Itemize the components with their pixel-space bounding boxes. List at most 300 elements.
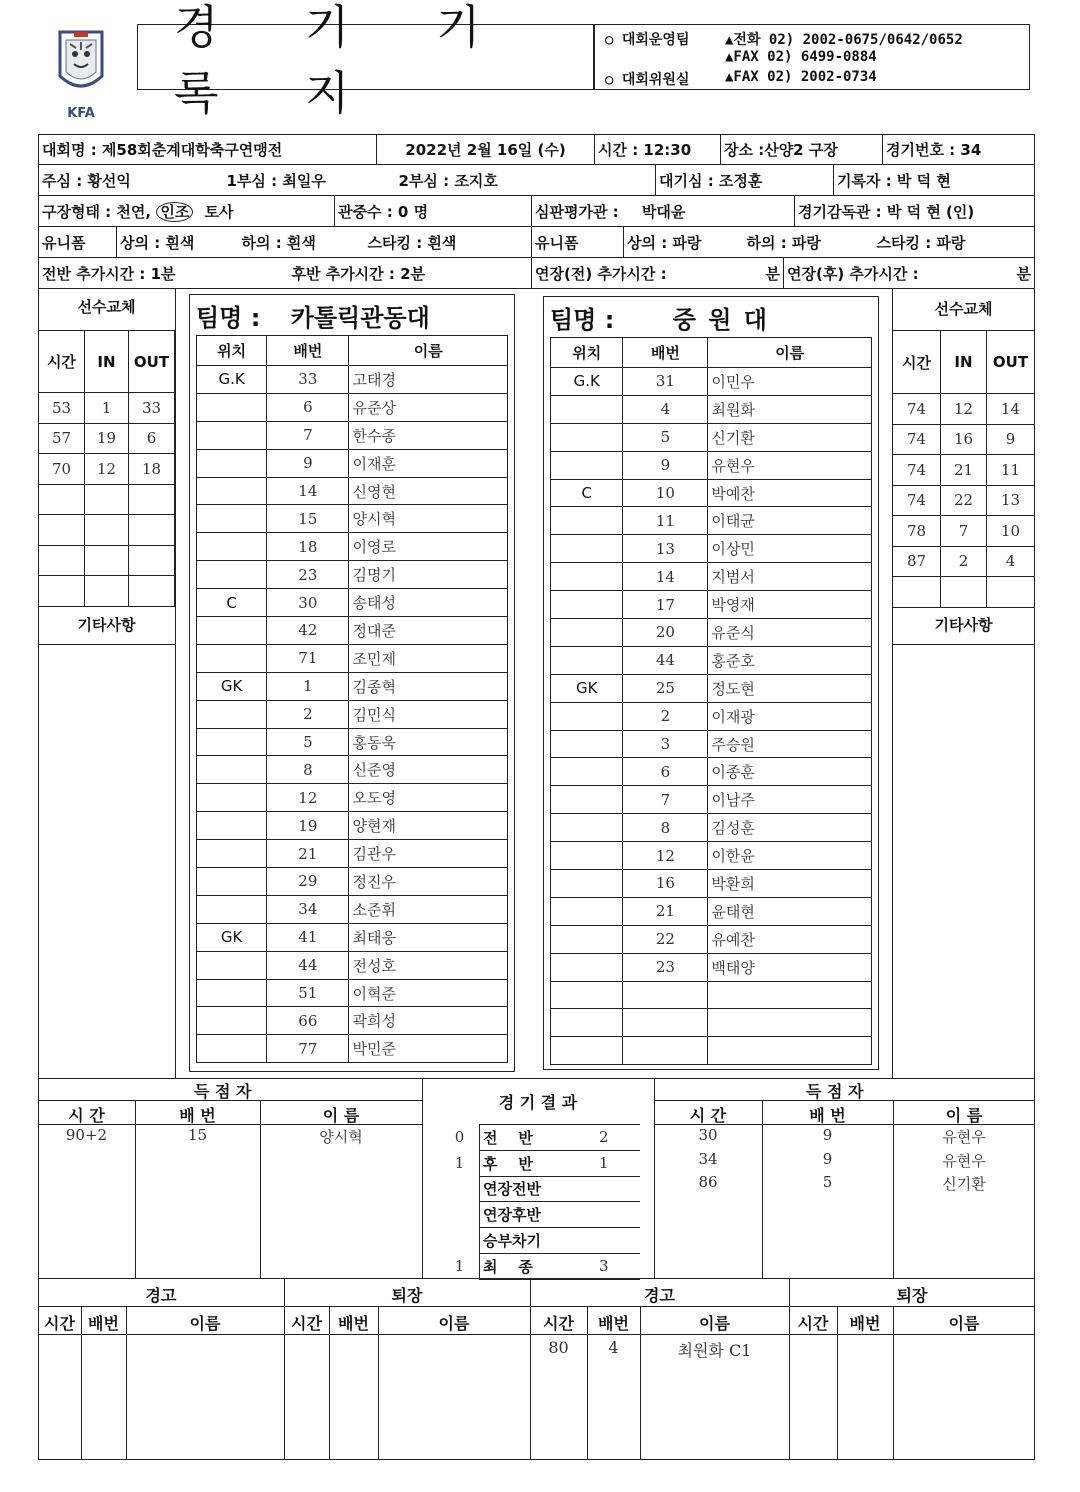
home-player-number: 44 xyxy=(267,951,349,979)
result-row xyxy=(440,1228,640,1254)
result-away-score xyxy=(567,1176,640,1202)
away-sub-in: 7 xyxy=(941,516,987,547)
home-player-row xyxy=(197,923,508,951)
away-sub-in: 21 xyxy=(941,455,987,486)
contact-ops-label: ○ 대회운영팀 xyxy=(605,32,690,48)
home-player-position xyxy=(197,421,267,449)
assistant-referee-1: 1부심 : 최일우 xyxy=(224,165,396,196)
away-player-row xyxy=(551,563,872,591)
home-sub-in xyxy=(85,576,129,607)
away-uniform-top: 상의 : 파랑 xyxy=(624,227,744,258)
home-player-name: 한수종 xyxy=(349,421,508,449)
et2-added-label: 연장(후) 추가시간 : xyxy=(787,264,919,283)
cards-header-line xyxy=(38,1334,1035,1335)
ground-type xyxy=(39,196,335,227)
result-table xyxy=(440,1124,640,1280)
away-player-position xyxy=(551,535,623,563)
away-goal-time: 30 xyxy=(698,1126,718,1144)
home-player-number: 6 xyxy=(267,393,349,421)
away-player-row xyxy=(551,591,872,619)
away-player-position xyxy=(551,925,623,953)
home-player-row xyxy=(197,561,508,589)
away-sub-in: 16 xyxy=(941,424,987,455)
home-player-row xyxy=(197,895,508,923)
home-player-row xyxy=(197,868,508,896)
ground-type-selected: 인조 xyxy=(156,202,193,222)
result-period-label: 최 종 xyxy=(480,1253,568,1279)
result-away-score: 3 xyxy=(567,1253,640,1279)
away-player-number: 21 xyxy=(623,897,708,925)
away-player-name xyxy=(708,1009,872,1037)
spectators: 관중수 : 0 명 xyxy=(335,196,532,227)
away-sub-row xyxy=(893,577,1035,608)
away-player-number: 3 xyxy=(623,730,708,758)
away-sub-row xyxy=(893,394,1035,425)
match-info-row2 xyxy=(38,164,1035,196)
away-player-position xyxy=(551,507,623,535)
away-team-name: 중 원 대 xyxy=(672,306,769,334)
home-goal-row xyxy=(38,1126,422,1150)
home-player-number: 7 xyxy=(267,421,349,449)
away-scorers-title: 득 점 자 xyxy=(806,1082,864,1101)
away-goal-number: 9 xyxy=(822,1149,833,1168)
home-goal-number: 15 xyxy=(187,1126,208,1144)
home-player-row xyxy=(197,644,508,672)
home-player-number: 23 xyxy=(267,561,349,589)
away-sub-time: 74 xyxy=(893,485,941,516)
away-goal-time: 34 xyxy=(698,1149,718,1168)
away-player-position xyxy=(551,591,623,619)
away-player-position xyxy=(551,758,623,786)
et1-added-time xyxy=(532,258,784,289)
away-player-position: C xyxy=(551,479,623,507)
home-player-name: 홍동욱 xyxy=(349,728,508,756)
home-player-row xyxy=(197,421,508,449)
home-player-row xyxy=(197,366,508,394)
home-player-name: 정대준 xyxy=(349,617,508,645)
home-sub-row xyxy=(39,576,175,607)
home-player-number: 14 xyxy=(267,477,349,505)
away-player-row xyxy=(551,1009,872,1037)
home-sub-in xyxy=(85,545,129,576)
away-score-time-header: 시 간 xyxy=(689,1106,727,1125)
home-player-name: 소준휘 xyxy=(349,895,508,923)
away-player-number: 2 xyxy=(623,702,708,730)
home-red-time-header: 시간 xyxy=(291,1314,322,1333)
away-player-row xyxy=(551,730,872,758)
home-player-position xyxy=(197,1035,267,1063)
home-sub-time: 70 xyxy=(39,454,85,485)
home-player-position xyxy=(197,449,267,477)
home-subs-title: 선수교체 xyxy=(77,298,136,316)
home-player-position: GK xyxy=(197,672,267,700)
home-player-position xyxy=(197,617,267,645)
result-row xyxy=(440,1202,640,1228)
home-team-box xyxy=(189,294,515,1072)
home-sub-time-header: 시간 xyxy=(39,331,85,393)
away-subs-table xyxy=(892,330,1035,608)
away-player-number: 7 xyxy=(623,786,708,814)
away-player-name: 윤태현 xyxy=(708,897,872,925)
away-player-row xyxy=(551,674,872,702)
referee: 주심 : 황선익 xyxy=(39,165,224,196)
home-sub-in xyxy=(85,484,129,515)
home-player-number: 34 xyxy=(267,895,349,923)
away-player-number: 8 xyxy=(623,814,708,842)
home-player-row xyxy=(197,784,508,812)
away-sub-time: 74 xyxy=(893,394,941,425)
home-sub-out xyxy=(129,545,175,576)
away-player-name: 유예찬 xyxy=(708,925,872,953)
home-sub-out: 6 xyxy=(129,423,175,454)
away-goal-scorer: 유현우 xyxy=(942,1151,986,1170)
home-player-name: 정진우 xyxy=(349,868,508,896)
away-sub-row xyxy=(893,546,1035,577)
home-player-row xyxy=(197,1007,508,1035)
away-player-position xyxy=(551,451,623,479)
home-scorers-title-line xyxy=(38,1100,422,1101)
away-warn-name-header: 이름 xyxy=(699,1314,730,1333)
home-player-name: 전성호 xyxy=(349,951,508,979)
away-player-name: 이민우 xyxy=(708,368,872,396)
home-player-position: GK xyxy=(197,923,267,951)
home-sub-out xyxy=(129,484,175,515)
contact-ops-phone: ▲전화 02) 2002-0675/0642/0652 xyxy=(725,32,963,48)
away-sub-out: 9 xyxy=(987,424,1035,455)
away-sub-row xyxy=(893,516,1035,547)
home-num-header: 배번 xyxy=(267,336,349,366)
away-goal-number: 9 xyxy=(822,1126,833,1144)
home-remarks-title: 기타사항 xyxy=(77,616,136,634)
away-player-position xyxy=(551,1037,623,1065)
away-sub-out xyxy=(987,577,1035,608)
result-away-score xyxy=(567,1228,640,1254)
home-player-position xyxy=(197,700,267,728)
away-player-name: 백태양 xyxy=(708,953,872,981)
away-player-name: 신기환 xyxy=(708,423,872,451)
scorers-top-line xyxy=(38,1078,1035,1079)
away-sub-out-header: OUT xyxy=(987,331,1035,394)
home-player-number: 15 xyxy=(267,505,349,533)
away-warn-time-header: 시간 xyxy=(543,1314,574,1333)
away-red-num-header: 배번 xyxy=(849,1314,881,1333)
divider-left xyxy=(175,288,176,1078)
et1-added-label: 연장(전) 추가시간 : xyxy=(535,264,667,283)
home-sub-row xyxy=(39,515,175,546)
away-player-row xyxy=(551,507,872,535)
away-player-name: 유준식 xyxy=(708,619,872,647)
home-red-num-header: 배번 xyxy=(338,1314,369,1333)
home-sub-out-header: OUT xyxy=(129,331,175,393)
result-period-label: 전 반 xyxy=(480,1125,568,1151)
result-row xyxy=(440,1125,640,1151)
away-player-number: 14 xyxy=(623,563,708,591)
away-sub-in: 22 xyxy=(941,485,987,516)
home-player-name: 김관우 xyxy=(349,840,508,868)
away-sub-time-header: 시간 xyxy=(893,331,941,394)
away-sub-time: 78 xyxy=(893,516,941,547)
home-player-name: 유준상 xyxy=(349,393,508,421)
away-goal-row xyxy=(654,1173,1035,1197)
away-player-position xyxy=(551,646,623,674)
home-player-name: 이영로 xyxy=(349,533,508,561)
away-sub-out: 4 xyxy=(987,546,1035,577)
home-player-number: 71 xyxy=(267,644,349,672)
home-player-name: 곽희성 xyxy=(349,1007,508,1035)
home-remarks-line xyxy=(38,644,175,645)
home-warn-time-header: 시간 xyxy=(44,1314,75,1333)
away-player-row xyxy=(551,451,872,479)
away-player-name xyxy=(708,1037,872,1065)
home-player-row xyxy=(197,979,508,1007)
away-sub-in xyxy=(941,577,987,608)
home-player-position xyxy=(197,644,267,672)
home-uniform-top: 상의 : 흰색 xyxy=(117,227,239,258)
home-subs-table xyxy=(38,330,175,607)
away-goal-row xyxy=(654,1150,1035,1174)
home-sub-in: 1 xyxy=(85,393,129,424)
home-player-name: 신준영 xyxy=(349,756,508,784)
home-player-name: 김명기 xyxy=(349,561,508,589)
contact-committee-label: ○ 대회위원실 xyxy=(605,72,690,88)
kfa-tiger-emblem-icon xyxy=(56,28,106,98)
result-period-label: 후 반 xyxy=(480,1150,568,1176)
home-team-label: 팀명 : xyxy=(196,304,261,332)
away-scorers-title-line xyxy=(654,1100,1035,1101)
match-info-row5 xyxy=(38,257,1035,289)
home-goal-time: 90+2 xyxy=(65,1126,108,1144)
away-player-position xyxy=(551,897,623,925)
ground-type-other: 토사 xyxy=(204,202,234,221)
away-player-name: 지범서 xyxy=(708,563,872,591)
away-warning-time: 80 xyxy=(548,1338,569,1357)
home-goals-list xyxy=(38,1126,422,1150)
home-player-position xyxy=(197,561,267,589)
home-player-number: 21 xyxy=(267,840,349,868)
home-player-row xyxy=(197,505,508,533)
home-player-row xyxy=(197,812,508,840)
away-sub-out: 13 xyxy=(987,485,1035,516)
home-player-number: 12 xyxy=(267,784,349,812)
result-home-score xyxy=(440,1228,480,1254)
home-player-position xyxy=(197,812,267,840)
away-player-number: 23 xyxy=(623,953,708,981)
away-uniform-bottom: 하의 : 파랑 xyxy=(744,227,874,258)
home-player-number: 18 xyxy=(267,533,349,561)
home-sub-time xyxy=(39,515,85,546)
away-player-name xyxy=(708,981,872,1009)
away-warning-title: 경고 xyxy=(644,1286,675,1305)
recorder: 기록자 : 박 덕 현 xyxy=(834,165,1035,196)
home-player-name: 양시혁 xyxy=(349,505,508,533)
home-player-name: 조민제 xyxy=(349,644,508,672)
second-half-added-time: 후반 추가시간 : 2분 xyxy=(289,258,532,289)
home-sub-time xyxy=(39,484,85,515)
away-player-position xyxy=(551,619,623,647)
away-player-number xyxy=(623,1009,708,1037)
away-player-number: 6 xyxy=(623,758,708,786)
home-player-name: 오도영 xyxy=(349,784,508,812)
home-player-row xyxy=(197,951,508,979)
away-goal-scorer: 신기환 xyxy=(942,1175,986,1193)
away-goal-scorer: 유현우 xyxy=(942,1128,986,1146)
form-title: 경 기 기 록 지 xyxy=(174,0,517,120)
first-half-added-time: 전반 추가시간 : 1분 xyxy=(39,258,289,289)
away-roster-table xyxy=(550,337,872,1065)
away-sub-time: 74 xyxy=(893,455,941,486)
away-player-number: 9 xyxy=(623,451,708,479)
home-sub-row xyxy=(39,484,175,515)
home-player-number: 66 xyxy=(267,1007,349,1035)
contact-ops-fax: ▲FAX 02) 6499-0884 xyxy=(725,49,877,65)
away-player-number: 10 xyxy=(623,479,708,507)
home-player-number: 5 xyxy=(267,728,349,756)
away-player-row xyxy=(551,479,872,507)
result-row xyxy=(440,1253,640,1279)
home-roster-table xyxy=(196,335,508,1063)
away-player-row xyxy=(551,619,872,647)
away-player-number: 31 xyxy=(623,368,708,396)
home-player-number: 51 xyxy=(267,979,349,1007)
home-sub-time: 53 xyxy=(39,393,85,424)
result-period-label: 승부차기 xyxy=(480,1228,568,1254)
away-goal-row xyxy=(654,1126,1035,1150)
home-player-position xyxy=(197,868,267,896)
result-away-score: 2 xyxy=(567,1125,640,1151)
home-sub-in-header: IN xyxy=(85,331,129,393)
home-player-number: 33 xyxy=(267,366,349,394)
away-player-position: G.K xyxy=(551,368,623,396)
home-player-row xyxy=(197,672,508,700)
away-team-box xyxy=(543,296,879,1070)
away-player-row xyxy=(551,1037,872,1065)
away-goal-number: 5 xyxy=(822,1173,833,1191)
home-player-name: 고태경 xyxy=(349,366,508,394)
home-player-row xyxy=(197,533,508,561)
away-remarks-title: 기타사항 xyxy=(934,616,993,634)
away-red-name-header: 이름 xyxy=(948,1314,980,1333)
result-away-score xyxy=(567,1202,640,1228)
home-sub-out xyxy=(129,576,175,607)
home-name-header: 이름 xyxy=(349,336,508,366)
away-sub-time xyxy=(893,577,941,608)
home-player-position xyxy=(197,840,267,868)
home-player-position xyxy=(197,728,267,756)
home-player-name: 김종혁 xyxy=(349,672,508,700)
away-player-position xyxy=(551,953,623,981)
home-player-name: 이혁준 xyxy=(349,979,508,1007)
home-sub-in: 12 xyxy=(85,454,129,485)
away-player-number: 5 xyxy=(623,423,708,451)
home-red-name-header: 이름 xyxy=(438,1314,470,1333)
home-player-number: 2 xyxy=(267,700,349,728)
away-player-number: 12 xyxy=(623,842,708,870)
home-player-number: 19 xyxy=(267,812,349,840)
home-sub-in xyxy=(85,515,129,546)
away-player-row xyxy=(551,814,872,842)
home-player-position xyxy=(197,505,267,533)
kickoff-time: 시간 : 12:30 xyxy=(595,135,721,165)
away-player-name: 정도현 xyxy=(708,674,872,702)
et1-added-unit: 분 xyxy=(765,264,780,283)
contact-committee-fax: ▲FAX 02) 2002-0734 xyxy=(725,69,877,85)
away-player-position xyxy=(551,423,623,451)
away-name-header: 이름 xyxy=(708,338,872,368)
away-pos-header: 위치 xyxy=(551,338,623,368)
home-player-row xyxy=(197,840,508,868)
home-player-name: 박민준 xyxy=(349,1035,508,1063)
home-player-name: 양현재 xyxy=(349,812,508,840)
home-player-position xyxy=(197,393,267,421)
home-player-name: 신영현 xyxy=(349,477,508,505)
match-venue: 장소 :산양2 구장 xyxy=(721,135,883,165)
home-uniform-label: 유니폼 xyxy=(39,227,117,258)
kfa-logo xyxy=(56,28,106,122)
home-player-number: 29 xyxy=(267,868,349,896)
away-red-time-header: 시간 xyxy=(797,1314,829,1333)
home-sub-row xyxy=(39,454,175,485)
away-player-position: GK xyxy=(551,674,623,702)
home-player-position xyxy=(197,951,267,979)
away-goals-list xyxy=(654,1126,1035,1197)
away-team-label: 팀명 : xyxy=(550,306,615,334)
home-player-row xyxy=(197,477,508,505)
away-player-name: 이태균 xyxy=(708,507,872,535)
home-player-position xyxy=(197,756,267,784)
result-home-score: 0 xyxy=(454,1128,465,1147)
away-player-number: 13 xyxy=(623,535,708,563)
home-uniform-bottom: 하의 : 흰색 xyxy=(239,227,365,258)
away-player-row xyxy=(551,786,872,814)
home-player-row xyxy=(197,1035,508,1063)
away-player-number xyxy=(623,1037,708,1065)
home-team-name: 카톨릭관동대 xyxy=(290,304,430,332)
away-player-number: 25 xyxy=(623,674,708,702)
home-sub-time xyxy=(39,576,85,607)
away-sub-out: 10 xyxy=(987,516,1035,547)
match-info-row4 xyxy=(38,226,1035,258)
match-supervisor: 경기감독관 : 박 덕 현 (인) xyxy=(795,196,1035,227)
away-player-number: 44 xyxy=(623,646,708,674)
away-score-name-header: 이 름 xyxy=(945,1106,983,1125)
away-score-num-header: 배 번 xyxy=(809,1106,846,1125)
home-player-row xyxy=(197,756,508,784)
home-goal-scorer: 양시혁 xyxy=(319,1128,363,1146)
away-player-row xyxy=(551,702,872,730)
match-info-row1 xyxy=(38,134,1035,165)
away-player-number: 11 xyxy=(623,507,708,535)
away-warning-name: 최원화 C1 xyxy=(677,1341,752,1360)
home-sendoff-title: 퇴장 xyxy=(391,1286,423,1305)
away-player-row xyxy=(551,981,872,1009)
home-player-number: 1 xyxy=(267,672,349,700)
home-player-position xyxy=(197,784,267,812)
home-player-number: 30 xyxy=(267,589,349,617)
home-player-position: G.K xyxy=(197,366,267,394)
home-sub-out: 33 xyxy=(129,393,175,424)
away-player-name: 이한윤 xyxy=(708,842,872,870)
home-warning-title: 경고 xyxy=(145,1286,177,1305)
away-player-number: 17 xyxy=(623,591,708,619)
home-sub-row xyxy=(39,393,175,424)
home-player-position: C xyxy=(197,589,267,617)
away-player-row xyxy=(551,842,872,870)
away-player-name: 이남주 xyxy=(708,786,872,814)
away-player-position xyxy=(551,1009,623,1037)
away-player-name: 유현우 xyxy=(708,451,872,479)
away-player-row xyxy=(551,897,872,925)
home-player-row xyxy=(197,589,508,617)
